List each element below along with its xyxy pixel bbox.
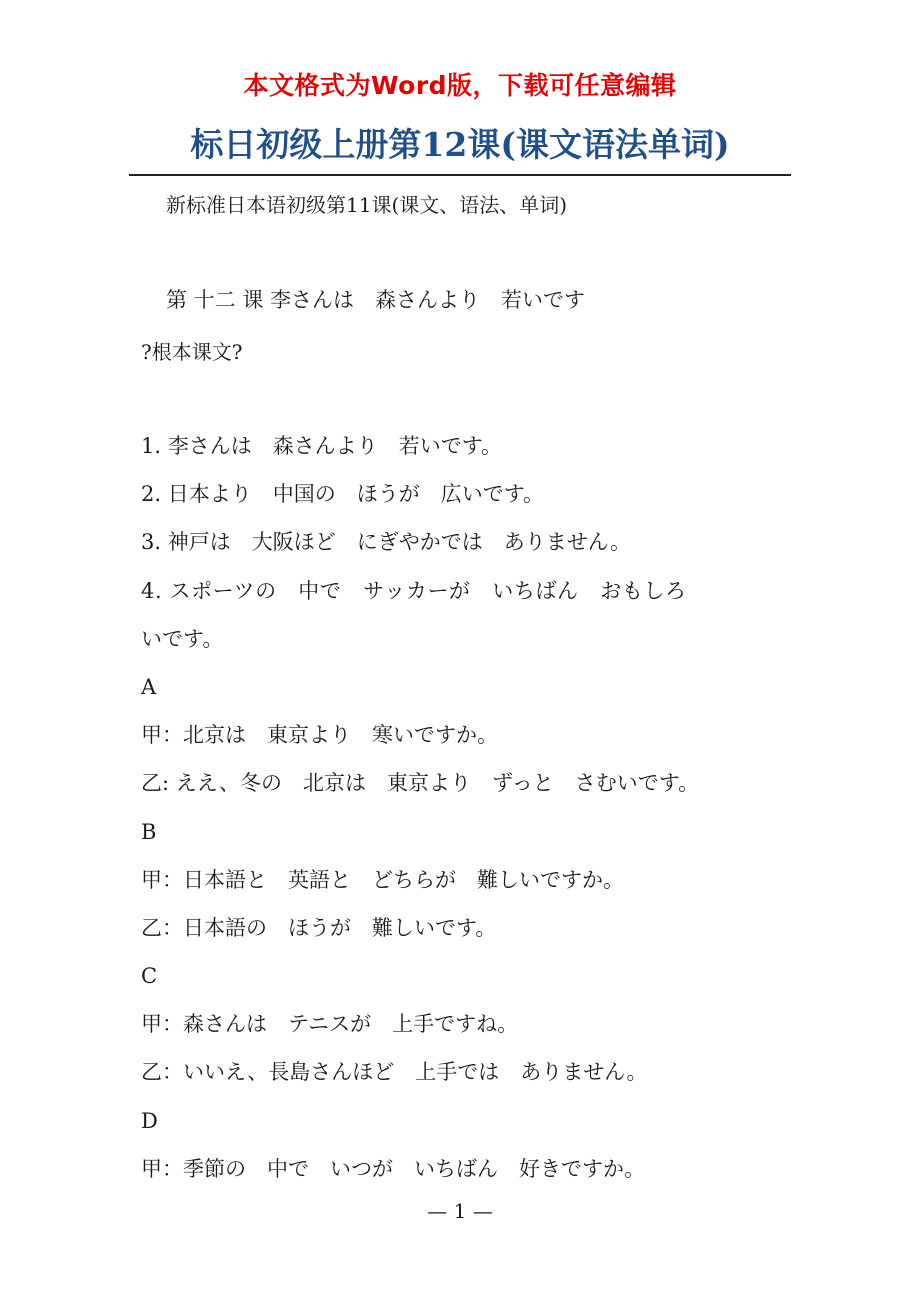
dialogue-line: 甲：北京は 東京より 寒いですか。: [141, 723, 498, 748]
title-divider: [129, 174, 791, 176]
lesson-heading: 第 十二 课 李さんは 森さんより 若いです: [166, 288, 586, 312]
section-heading: ?根本课文?: [141, 340, 243, 364]
text-line: 1. 李さんは 森さんより 若いです。: [141, 434, 503, 458]
text-line: 2. 日本より 中国の ほうが 広いです。: [141, 482, 545, 507]
page-number: — 1 —: [427, 1199, 493, 1223]
dialogue-label: D: [141, 1108, 158, 1133]
document-subtitle: 新标准日本语初级第11课(课文、语法、单词): [166, 193, 568, 217]
dialogue-label: A: [141, 674, 157, 699]
text-line: 4. スポーツの 中で サッカーが いちばん おもしろ: [141, 578, 687, 603]
dialogue-line: 甲：森さんは テニスが 上手ですね。: [141, 1012, 519, 1037]
dialogue-line: 乙：いいえ、長島さんほど 上手では ありません。: [141, 1060, 648, 1085]
text-line: いです。: [141, 626, 224, 651]
lesson-text-body: [141, 428, 791, 1199]
dialogue-line: 甲：季節の 中で いつが いちばん 好きですか。: [141, 1156, 645, 1181]
text-line: 3. 神戸は 大阪ほど にぎやかでは ありません。: [141, 530, 631, 555]
dialogue-line: 乙：日本語の ほうが 難しいです。: [141, 915, 497, 940]
download-banner: 本文格式为Word版，下载可任意编辑: [243, 71, 677, 100]
dialogue-line: 乙: ええ、冬の 北京は 東京より ずっと さむいです。: [141, 771, 700, 796]
dialogue-line: 甲：日本語と 英語と どちらが 難しいですか。: [141, 867, 624, 892]
dialogue-label: B: [141, 819, 157, 844]
dialogue-label: C: [141, 964, 158, 989]
document-title: 标日初级上册第12课(课文语法单词): [190, 125, 730, 164]
